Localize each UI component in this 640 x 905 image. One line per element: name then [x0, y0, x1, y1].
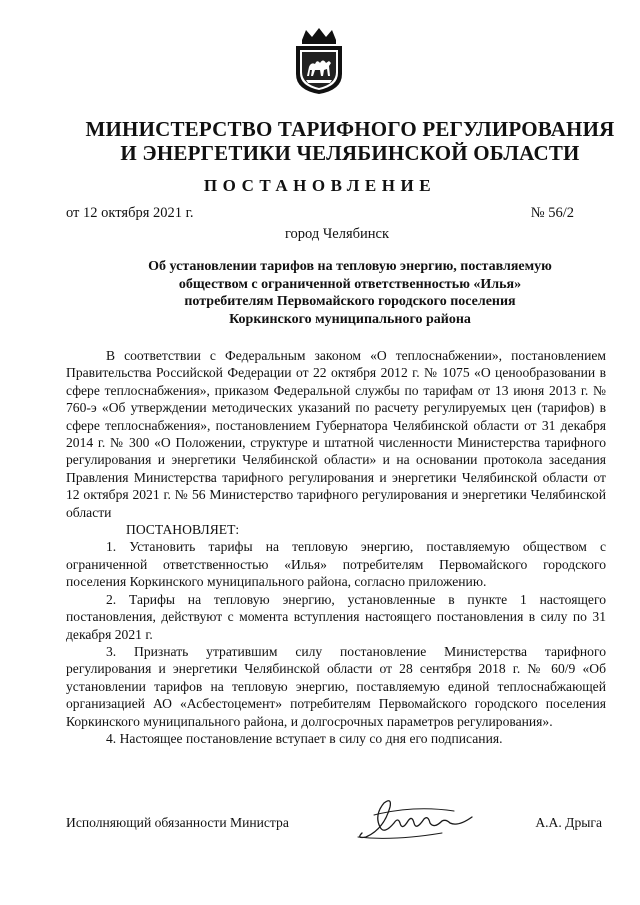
- document-date: от 12 октября 2021 г.: [66, 205, 194, 221]
- document-number: № 56/2: [530, 205, 574, 221]
- decree-word: ПОСТАНОВЛЯЕТ:: [126, 522, 240, 538]
- document-city: город Челябинск: [284, 226, 390, 242]
- subject-line: потребителям Первомайского городского поселения: [184, 294, 516, 309]
- document-type: ПОСТАНОВЛЕНИЕ: [203, 176, 437, 195]
- preamble-paragraph: В соответствии с Федеральным законом «О теплоснабжении», постановлением Правительства Российской Федерации от 22 октября 2012 г. № 1075 «О ценообразовании в сфере теплоснабжения», приказом Федеральной службы по тарифам от 13 июня 2013 г. № 760-э «Об утверждении методических указаний по расчету регулируемых цен (тарифов) в сфере теплоснабжения», постановлением Губернатора Челябинской области от 31 декабря 2014 г. № 300 «О Положении, структуре и штатной численности Министерства тарифного регулирования и энергетики Челябинской области» и на основании протокола заседания Правления Министерства тарифного регулирования и энергетики Челябинской области от 12 октября 2021 г. № 56 Министерство тарифного регулирования и энергетики Челябинской области: [66, 348, 606, 520]
- signature-icon: [354, 793, 484, 843]
- document-subject: [100, 258, 600, 328]
- subject-line: Об установлении тарифов на тепловую энергию, поставляемую: [148, 259, 552, 274]
- signatory-title: Исполняющий обязанности Министра: [66, 815, 289, 830]
- decree-item-3: 3. Признать утратившим силу постановление Министерства тарифного регулирования и энергетики Челябинской области от 28 сентября 2018 г. № 60/9 «Об установлении тарифов на тепловую энергию, поставляемую единой теплоснабжающей организацией АО «Асбестоцемент» потребителям Первомайского городского поселения Коркинского муниципального района, и долгосрочных параметров регулирования».: [66, 643, 606, 729]
- document-body: [66, 347, 606, 747]
- decree-item-4: 4. Настоящее постановление вступает в силу со дня его подписания.: [106, 730, 503, 746]
- ministry-name-line-1: МИНИСТЕРСТВО ТАРИФНОГО РЕГУЛИРОВАНИЯ: [85, 117, 615, 141]
- decree-item-1: 1. Установить тарифы на тепловую энергию, поставляемую обществом с ограниченной ответственностью «Илья» потребителям Первомайского городского поселения Коркинского муниципального района, согласно приложению.: [66, 539, 606, 590]
- ministry-name-line-2: И ЭНЕРГЕТИКИ ЧЕЛЯБИНСКОЙ ОБЛАСТИ: [120, 141, 580, 165]
- subject-line: Коркинского муниципального района: [229, 311, 471, 327]
- signatory-name: А.А. Дрыга: [535, 815, 602, 830]
- coat-of-arms-icon: [290, 26, 348, 96]
- subject-line: обществом с ограниченной ответственностью «Илья»: [178, 276, 522, 292]
- decree-item-2: 2. Тарифы на тепловую энергию, установленные в пункте 1 настоящего постановления, действуют с момента вступления настоящего постановления в силу по 31 декабря 2021 г.: [66, 591, 606, 642]
